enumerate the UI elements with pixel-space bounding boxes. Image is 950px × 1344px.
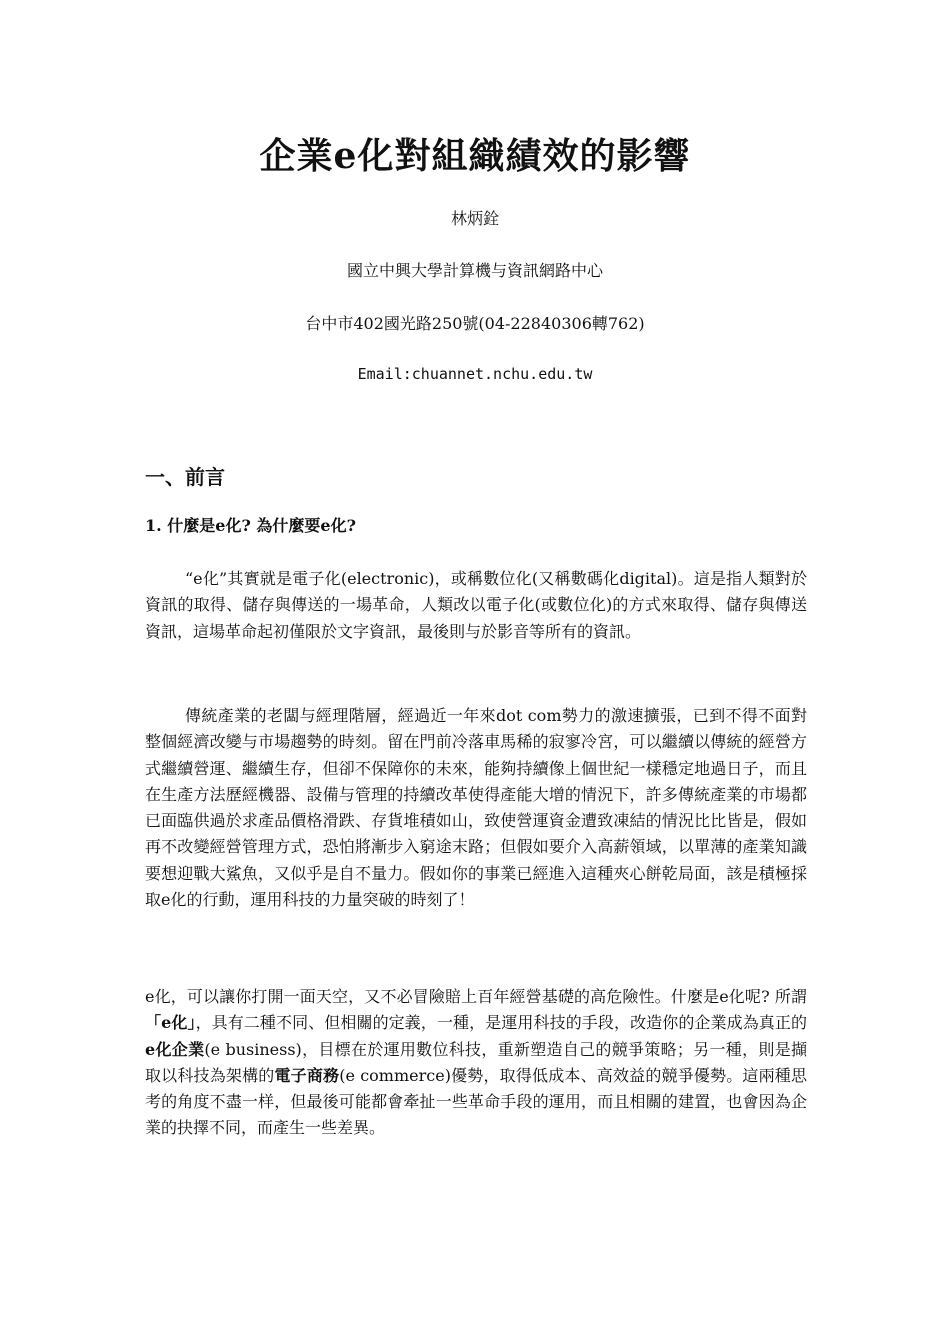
section-heading: 一、前言 [145,465,225,489]
emphasis-e-hua: 「e化」 [145,1013,196,1033]
author-affiliation: 國立中興大學計算機与資訊網路中心 [346,261,603,280]
author-name: 林炳銓 [450,209,499,228]
document-title: 企業e化對組織績效的影響 [259,135,691,177]
paragraph-3-text: (e commerce)優勢，取得低成本、高效益的競爭優勢。這兩種思考的角度不盡一样，但最後可能都會牽扯一些革命手段的運用，而且相關的建置，也會因為企業的抉擇不同，而產生一些差異。 [145,1065,807,1138]
emphasis-e-business: e化企業 [145,1039,205,1059]
paragraph-3-text: e化，可以讓你打開一面天空，又不必冒險賠上百年經營基礎的高危險性。什麼是e化呢? 所謂 [145,987,807,1006]
paragraph-2: 傳統產業的老闆与經理階層，經過近一年來dot com勢力的激速擴張，已到不得不面對整個經濟改變与市場趨勢的時刻。留在門前冷落車馬稀的寂寥冷宮，可以繼續以傳統的經營方式繼續營運、繼續生存，但卻不保障你的未來，能夠持續像上個世紀一樣穩定地過日子，而且在生產方法歷經機器、設備与管理的持續改革使得產能大增的情況下，許多傳統產業的市場都已面臨供過於求產品價格滑跌、存貨堆積如山，致使營運資金遭致凍結的情況比比皆是，假如再不改變經營管理方式，恐怕將漸步入窮途末路；但假如要介入高薪領域，以單薄的產業知識要想迎戰大鯊魚，又似乎是自不量力。假如你的事業已經進入這種夾心餅乾局面，該是積極採取e化的行動，運用科技的力量突破的時刻了！ [145,706,807,910]
author-address: 台中市402國光路250號(04-22840306轉762) [305,314,645,333]
emphasis-e-commerce: 電子商務 [274,1065,340,1085]
paragraph-3 [145,984,807,1142]
subsection-heading: 1. 什麼是e化? 為什麼要e化? [145,516,356,535]
paragraph-3-text: ，具有二種不同、但相關的定義，一種，是運用科技的手段，改造你的企業成為真正的 [195,1013,807,1033]
paragraph-1: “e化”其實就是電子化(electronic)，或稱數位化(又稱數碼化digital)。這是指人類對於資訊的取得、儲存與傳送的一場革命，人類改以電子化(或數位化)的方式來取得、儲存與傳送資訊，這場革命起初僅限於文字資訊，最後則与於影音等所有的資訊。 [145,569,807,641]
paragraph-3-text: (e business)，目標在於運用數位科技，重新塑造自己的競爭策略；另一種，則是擷取以科技為架構的 [145,1039,807,1085]
author-email: Email:chuannet.nchu.edu.tw [357,365,593,383]
